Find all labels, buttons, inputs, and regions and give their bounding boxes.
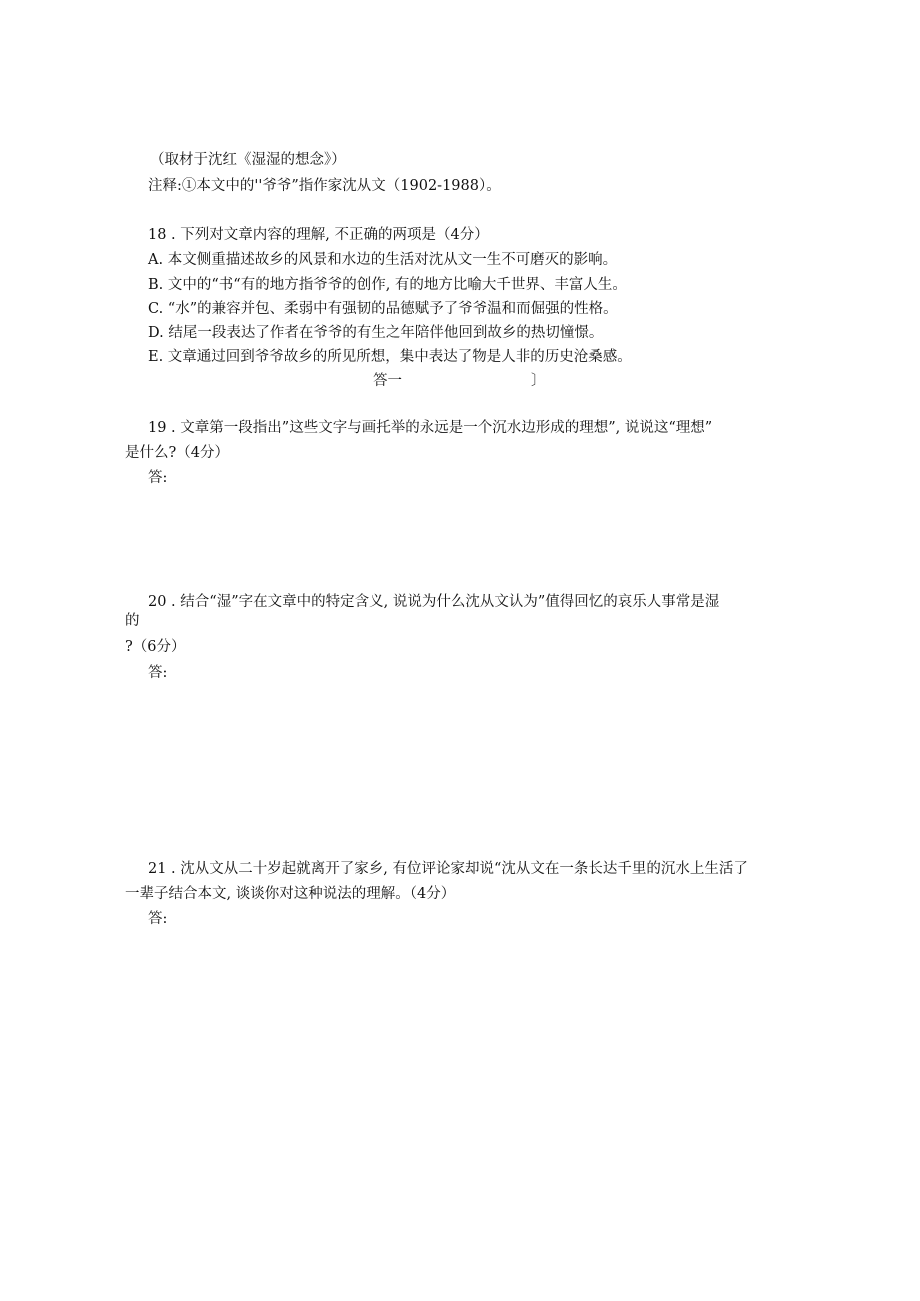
question-18-option-a: A. 本文侧重描述故乡的风景和水边的生活对沈从文一生不可磨灭的影响。 xyxy=(148,252,618,268)
question-20-stem-line3: ?（6分） xyxy=(125,639,186,655)
question-18-option-d: D. 结尾一段表达了作者在爷爷的有生之年陪伴他回到故乡的热切憧憬。 xyxy=(148,325,604,341)
question-19-answer-label: 答: xyxy=(148,470,168,486)
question-18-option-e: E. 文章通过回到爷爷故乡的所见所想，集中表达了物是人非的历史沧桑感。 xyxy=(148,349,632,365)
question-21-answer-label: 答: xyxy=(148,911,168,927)
question-21-answer-area[interactable] xyxy=(120,932,800,1232)
question-20-answer-area[interactable] xyxy=(120,685,800,845)
question-18-answer-label: 答一 xyxy=(373,373,402,389)
question-19-stem-line1: 19 . 文章第一段指出”这些文字与画托举的永远是一个沉水边形成的理想”, 说说这“理想” xyxy=(148,420,713,436)
question-20-answer-label: 答: xyxy=(148,665,168,681)
question-20-stem-line1: 20 . 结合“湿”字在文章中的特定含义, 说说为什么沈从文认为”值得回忆的哀乐人事常是湿 xyxy=(148,594,720,610)
question-18-stem: 18 . 下列对文章内容的理解, 不正确的两项是（4分） xyxy=(148,227,489,243)
question-19-answer-area[interactable] xyxy=(120,490,800,580)
question-18-answer-bracket: 〕 xyxy=(531,373,546,389)
question-21-stem-line2: 一辈子结合本文, 谈谈你对这种说法的理解。（4分） xyxy=(125,886,456,902)
question-20-stem-line2: 的 xyxy=(125,613,140,629)
question-19-stem-line2: 是什么?（4分） xyxy=(125,445,229,461)
note-line: 注释:①本文中的''爷爷”指作家沈从文（1902-1988）。 xyxy=(148,178,501,194)
question-18-option-b: B. 文中的“书“有的地方指爷爷的创作, 有的地方比喻大千世界、丰富人生。 xyxy=(148,277,627,293)
question-21-stem-line1: 21 . 沈从文从二十岁起就离开了家乡, 有位评论家却说“沈从文在一条长达千里的沉水上生活了 xyxy=(148,861,748,877)
question-18-option-c: C. “水”的兼容并包、柔弱中有强韧的品德赋予了爷爷温和而倔强的性格。 xyxy=(148,301,618,317)
source-line: （取材于沈红《湿湿的想念》） xyxy=(150,152,346,168)
